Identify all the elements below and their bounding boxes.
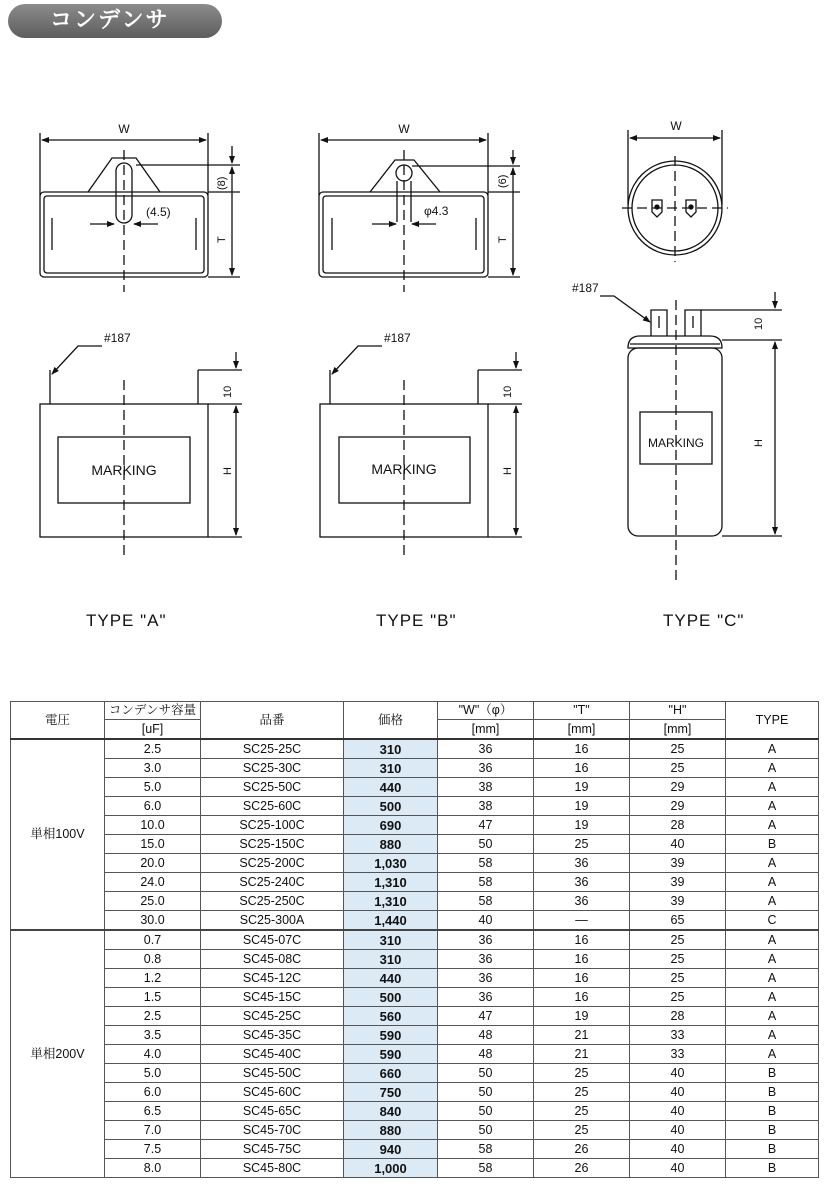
part-cell: SC25-240C (201, 873, 344, 892)
w-cell: 36 (438, 930, 534, 950)
header-voltage: 電圧 (11, 702, 105, 740)
header-capacity-unit: [uF] (105, 720, 201, 740)
type-a-w-label: W (118, 122, 130, 136)
type-a-top-view (40, 122, 240, 292)
t-cell: 25 (534, 1083, 630, 1102)
capacity-cell: 7.5 (105, 1140, 201, 1159)
w-cell: 48 (438, 1026, 534, 1045)
price-cell: 310 (344, 950, 438, 969)
price-cell: 940 (344, 1140, 438, 1159)
type-a-marking: MARKING (91, 462, 157, 478)
table-row (11, 1007, 819, 1026)
t-cell: 26 (534, 1140, 630, 1159)
w-cell: 36 (438, 759, 534, 778)
header-h-unit: [mm] (630, 720, 726, 740)
t-cell: 21 (534, 1045, 630, 1064)
w-cell: 36 (438, 969, 534, 988)
table-row (11, 1159, 819, 1178)
h-cell: 33 (630, 1026, 726, 1045)
price-cell: 1,310 (344, 892, 438, 911)
spec-table-body (11, 739, 819, 1178)
t-cell: 16 (534, 759, 630, 778)
type-cell: A (726, 969, 819, 988)
t-cell: 36 (534, 854, 630, 873)
capacity-cell: 6.0 (105, 797, 201, 816)
h-cell: 40 (630, 835, 726, 854)
type-a-label: TYPE "A" (86, 611, 167, 630)
header-h: "H" (630, 702, 726, 720)
part-cell: SC45-60C (201, 1083, 344, 1102)
w-cell: 50 (438, 1102, 534, 1121)
type-cell: B (726, 1140, 819, 1159)
t-cell: 19 (534, 797, 630, 816)
capacity-cell: 5.0 (105, 778, 201, 797)
price-cell: 1,030 (344, 854, 438, 873)
part-cell: SC45-25C (201, 1007, 344, 1026)
t-cell: 25 (534, 1121, 630, 1140)
table-row (11, 816, 819, 835)
type-cell: B (726, 835, 819, 854)
type-c-marking: MARKING (647, 436, 705, 450)
part-cell: SC45-70C (201, 1121, 344, 1140)
price-cell: 560 (344, 1007, 438, 1026)
t-cell: 26 (534, 1159, 630, 1178)
w-cell: 50 (438, 1121, 534, 1140)
type-b-h-label: H (502, 467, 514, 475)
type-b-t-label: T (497, 236, 509, 243)
t-cell: 21 (534, 1026, 630, 1045)
capacity-cell: 10.0 (105, 816, 201, 835)
type-cell: A (726, 950, 819, 969)
price-cell: 880 (344, 1121, 438, 1140)
type-c-label: TYPE "C" (663, 611, 745, 630)
w-cell: 50 (438, 1064, 534, 1083)
h-cell: 25 (630, 739, 726, 759)
price-cell: 1,000 (344, 1159, 438, 1178)
price-cell: 310 (344, 759, 438, 778)
part-cell: SC45-80C (201, 1159, 344, 1178)
t-cell: — (534, 911, 630, 931)
table-row (11, 759, 819, 778)
table-row (11, 739, 819, 759)
h-cell: 40 (630, 1121, 726, 1140)
type-cell: A (726, 797, 819, 816)
part-cell: SC45-15C (201, 988, 344, 1007)
h-cell: 28 (630, 816, 726, 835)
price-cell: 690 (344, 816, 438, 835)
t-cell: 36 (534, 873, 630, 892)
part-cell: SC25-150C (201, 835, 344, 854)
price-cell: 310 (344, 739, 438, 759)
type-cell: B (726, 1064, 819, 1083)
table-row (11, 778, 819, 797)
header-part: 品番 (201, 702, 344, 740)
type-b-label: TYPE "B" (376, 611, 457, 630)
price-cell: 500 (344, 988, 438, 1007)
type-c-top-view (622, 119, 728, 262)
capacity-cell: 0.8 (105, 950, 201, 969)
table-row (11, 1102, 819, 1121)
type-cell: B (726, 1083, 819, 1102)
table-row (11, 1064, 819, 1083)
w-cell: 36 (438, 739, 534, 759)
type-b-top-view (319, 122, 520, 292)
type-b-hole-label: φ4.3 (424, 204, 449, 218)
h-cell: 40 (630, 1140, 726, 1159)
capacity-cell: 20.0 (105, 854, 201, 873)
part-cell: SC25-200C (201, 854, 344, 873)
type-cell: B (726, 1121, 819, 1140)
price-cell: 880 (344, 835, 438, 854)
table-row (11, 892, 819, 911)
w-cell: 50 (438, 1083, 534, 1102)
table-row (11, 854, 819, 873)
w-cell: 58 (438, 892, 534, 911)
voltage-group-cell: 単相100V (11, 739, 105, 930)
capacity-cell: 3.0 (105, 759, 201, 778)
table-row (11, 1026, 819, 1045)
t-cell: 19 (534, 778, 630, 797)
part-cell: SC45-75C (201, 1140, 344, 1159)
price-cell: 660 (344, 1064, 438, 1083)
capacity-cell: 0.7 (105, 930, 201, 950)
capacity-cell: 1.2 (105, 969, 201, 988)
capacity-cell: 24.0 (105, 873, 201, 892)
t-cell: 19 (534, 1007, 630, 1026)
h-cell: 39 (630, 873, 726, 892)
type-cell: A (726, 854, 819, 873)
type-cell: B (726, 1159, 819, 1178)
t-cell: 19 (534, 816, 630, 835)
capacity-cell: 2.5 (105, 739, 201, 759)
capacity-cell: 25.0 (105, 892, 201, 911)
capacity-cell: 30.0 (105, 911, 201, 931)
h-cell: 40 (630, 1083, 726, 1102)
type-cell: A (726, 892, 819, 911)
t-cell: 25 (534, 1102, 630, 1121)
capacity-cell: 1.5 (105, 988, 201, 1007)
part-cell: SC45-35C (201, 1026, 344, 1045)
t-cell: 25 (534, 1064, 630, 1083)
h-cell: 25 (630, 759, 726, 778)
t-cell: 16 (534, 950, 630, 969)
type-b-gap-label: (6) (497, 174, 509, 188)
w-cell: 58 (438, 1159, 534, 1178)
type-c-10-label: 10 (753, 317, 765, 330)
type-cell: A (726, 759, 819, 778)
price-cell: 440 (344, 969, 438, 988)
type-cell: A (726, 739, 819, 759)
header-type: TYPE (726, 702, 819, 740)
h-cell: 33 (630, 1045, 726, 1064)
h-cell: 40 (630, 1102, 726, 1121)
w-cell: 38 (438, 778, 534, 797)
price-cell: 750 (344, 1083, 438, 1102)
capacity-cell: 7.0 (105, 1121, 201, 1140)
part-cell: SC25-250C (201, 892, 344, 911)
capacity-cell: 6.5 (105, 1102, 201, 1121)
t-cell: 25 (534, 835, 630, 854)
w-cell: 38 (438, 797, 534, 816)
h-cell: 25 (630, 988, 726, 1007)
price-cell: 1,310 (344, 873, 438, 892)
header-capacity: コンデンサ容量 (105, 702, 201, 720)
w-cell: 58 (438, 1140, 534, 1159)
type-c-terminal-label: #187 (572, 281, 599, 295)
type-cell: C (726, 911, 819, 931)
w-cell: 40 (438, 911, 534, 931)
header-t-unit: [mm] (534, 720, 630, 740)
part-cell: SC45-12C (201, 969, 344, 988)
price-cell: 590 (344, 1026, 438, 1045)
part-cell: SC25-60C (201, 797, 344, 816)
t-cell: 16 (534, 988, 630, 1007)
w-cell: 47 (438, 816, 534, 835)
t-cell: 16 (534, 739, 630, 759)
w-cell: 58 (438, 854, 534, 873)
part-cell: SC25-100C (201, 816, 344, 835)
t-cell: 16 (534, 930, 630, 950)
h-cell: 39 (630, 854, 726, 873)
type-a-hole-label: (4.5) (146, 205, 171, 219)
header-w: "W"（φ） (438, 702, 534, 720)
h-cell: 25 (630, 930, 726, 950)
part-cell: SC45-07C (201, 930, 344, 950)
table-row (11, 911, 819, 931)
h-cell: 65 (630, 911, 726, 931)
w-cell: 58 (438, 873, 534, 892)
table-row (11, 1121, 819, 1140)
part-cell: SC45-08C (201, 950, 344, 969)
w-cell: 48 (438, 1045, 534, 1064)
capacity-cell: 3.5 (105, 1026, 201, 1045)
capacity-cell: 5.0 (105, 1064, 201, 1083)
voltage-group-cell: 単相200V (11, 930, 105, 1178)
h-cell: 29 (630, 797, 726, 816)
table-row (11, 930, 819, 950)
w-cell: 47 (438, 1007, 534, 1026)
type-b-10-label: 10 (502, 385, 514, 398)
header-w-unit: [mm] (438, 720, 534, 740)
type-b-marking: MARKING (371, 461, 437, 477)
type-c-h-label: H (753, 439, 765, 447)
h-cell: 25 (630, 969, 726, 988)
h-cell: 28 (630, 1007, 726, 1026)
h-cell: 39 (630, 892, 726, 911)
part-cell: SC25-300A (201, 911, 344, 931)
type-cell: A (726, 778, 819, 797)
table-row (11, 1083, 819, 1102)
price-cell: 500 (344, 797, 438, 816)
table-row (11, 873, 819, 892)
part-cell: SC25-50C (201, 778, 344, 797)
part-cell: SC45-50C (201, 1064, 344, 1083)
table-row (11, 1045, 819, 1064)
type-cell: A (726, 1007, 819, 1026)
price-cell: 590 (344, 1045, 438, 1064)
table-row (11, 797, 819, 816)
spec-table (10, 701, 819, 1178)
type-c-w-label: W (670, 119, 682, 133)
type-a-front-view (40, 331, 242, 555)
h-cell: 29 (630, 778, 726, 797)
table-row (11, 950, 819, 969)
w-cell: 50 (438, 835, 534, 854)
table-row (11, 835, 819, 854)
type-b-front-view (320, 331, 522, 555)
part-cell: SC45-40C (201, 1045, 344, 1064)
section-title: コンデンサ (8, 4, 222, 38)
type-a-t-label: T (216, 236, 228, 243)
t-cell: 36 (534, 892, 630, 911)
capacity-cell: 4.0 (105, 1045, 201, 1064)
capacity-cell: 15.0 (105, 835, 201, 854)
t-cell: 16 (534, 969, 630, 988)
w-cell: 36 (438, 988, 534, 1007)
price-cell: 840 (344, 1102, 438, 1121)
type-cell: B (726, 1102, 819, 1121)
type-cell: A (726, 1045, 819, 1064)
type-cell: A (726, 816, 819, 835)
type-a-gap-label: (8) (216, 176, 228, 190)
type-b-w-label: W (398, 122, 410, 136)
table-row (11, 988, 819, 1007)
header-price: 価格 (344, 702, 438, 740)
capacity-cell: 8.0 (105, 1159, 201, 1178)
h-cell: 40 (630, 1159, 726, 1178)
h-cell: 25 (630, 950, 726, 969)
type-cell: A (726, 930, 819, 950)
table-row (11, 969, 819, 988)
type-cell: A (726, 1026, 819, 1045)
type-b-terminal-label: #187 (384, 331, 411, 345)
header-t: "T" (534, 702, 630, 720)
w-cell: 36 (438, 950, 534, 969)
price-cell: 1,440 (344, 911, 438, 931)
type-c-front-view (572, 281, 782, 580)
table-row (11, 1140, 819, 1159)
type-a-10-label: 10 (222, 385, 234, 398)
type-a-h-label: H (222, 467, 234, 475)
price-cell: 440 (344, 778, 438, 797)
capacity-cell: 2.5 (105, 1007, 201, 1026)
part-cell: SC45-65C (201, 1102, 344, 1121)
part-cell: SC25-25C (201, 739, 344, 759)
price-cell: 310 (344, 930, 438, 950)
type-cell: A (726, 873, 819, 892)
part-cell: SC25-30C (201, 759, 344, 778)
type-a-terminal-label: #187 (104, 331, 131, 345)
type-cell: A (726, 988, 819, 1007)
capacity-cell: 6.0 (105, 1083, 201, 1102)
h-cell: 40 (630, 1064, 726, 1083)
